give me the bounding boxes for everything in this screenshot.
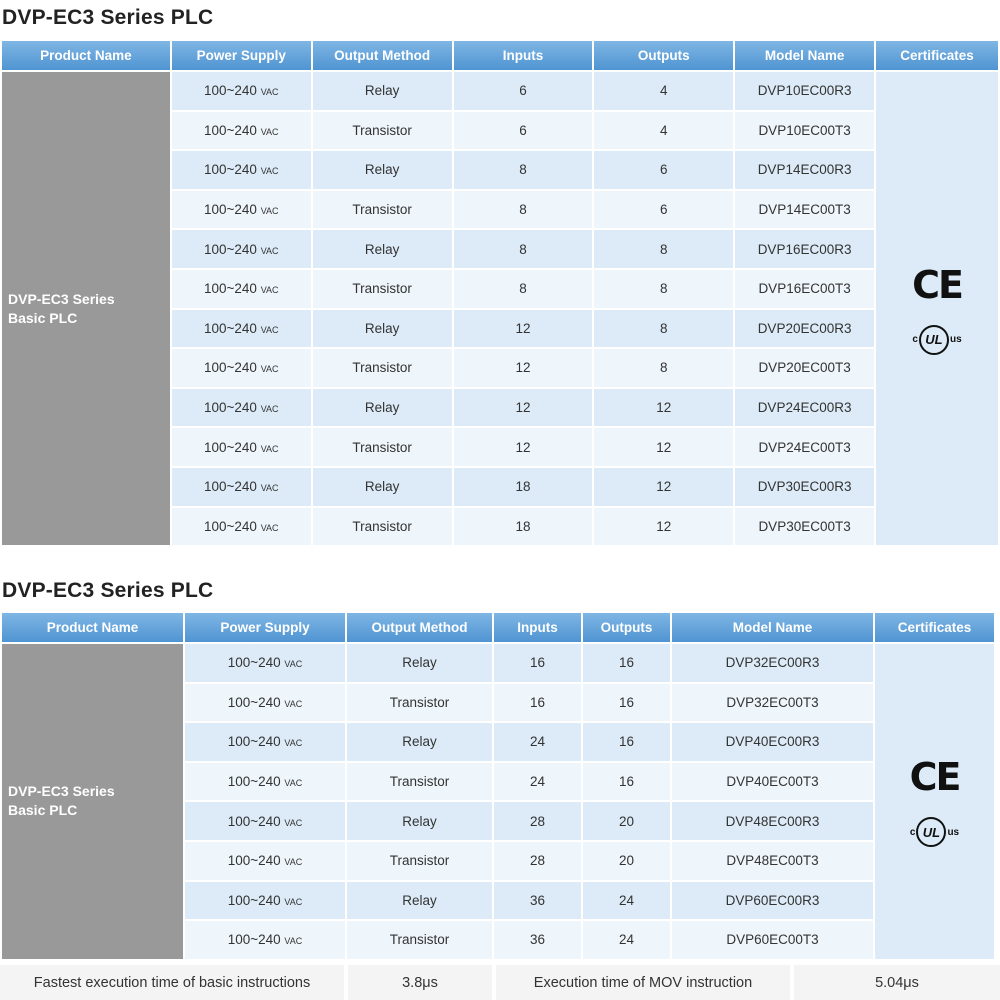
inputs-cell: 18 [454, 468, 593, 506]
power-supply-cell [185, 842, 345, 880]
inputs-cell: 24 [494, 763, 581, 801]
power-range: 100~240 [227, 853, 281, 869]
power-unit: VAC [284, 698, 303, 709]
inputs-cell: 24 [494, 723, 581, 761]
ul-right-letters: us [949, 334, 962, 346]
cul-us-mark-icon [910, 817, 959, 847]
execution-time-footer [0, 965, 1000, 1000]
power-range: 100~240 [203, 202, 257, 218]
inputs-cell: 12 [454, 428, 593, 466]
ul-left-letter: c [909, 826, 916, 838]
outputs-cell: 16 [583, 723, 670, 761]
output-method-cell: Relay [313, 230, 452, 268]
output-method-cell: Relay [313, 72, 452, 110]
outputs-cell: 6 [594, 191, 733, 229]
inputs-cell: 16 [494, 644, 581, 682]
model-name-cell: DVP48EC00R3 [672, 802, 873, 840]
power-supply-cell [185, 723, 345, 761]
footer-value-basic: 3.8μs [348, 965, 492, 1000]
power-unit: VAC [260, 285, 279, 296]
power-supply-cell [185, 802, 345, 840]
outputs-cell: 12 [594, 428, 733, 466]
table1-title: DVP-EC3 Series PLC [2, 6, 214, 29]
inputs-cell: 28 [494, 802, 581, 840]
power-supply-cell [172, 310, 311, 348]
outputs-cell: 16 [583, 763, 670, 801]
inputs-cell: 12 [454, 349, 593, 387]
power-unit: VAC [260, 87, 279, 98]
power-range: 100~240 [203, 281, 257, 297]
power-unit: VAC [260, 443, 279, 454]
power-unit: VAC [284, 817, 303, 828]
output-method-cell: Relay [313, 310, 452, 348]
power-unit: VAC [260, 166, 279, 177]
header-inputs: Inputs [494, 613, 581, 642]
certificates-cell [875, 644, 994, 959]
power-supply-cell [185, 644, 345, 682]
ul-circle: UL [916, 817, 946, 847]
outputs-cell: 6 [594, 151, 733, 189]
model-name-cell: DVP24EC00R3 [735, 389, 874, 427]
ce-mark-icon: CE [909, 755, 960, 800]
power-unit: VAC [284, 936, 303, 947]
power-supply-cell [172, 389, 311, 427]
output-method-cell: Transistor [313, 270, 452, 308]
header-outputs: Outputs [594, 41, 733, 70]
power-unit: VAC [260, 364, 279, 375]
power-unit: VAC [284, 896, 303, 907]
outputs-cell: 24 [583, 921, 670, 959]
outputs-cell: 20 [583, 842, 670, 880]
inputs-cell: 28 [494, 842, 581, 880]
product-series-label: DVP-EC3 Series [8, 290, 115, 307]
outputs-cell: 20 [583, 802, 670, 840]
output-method-cell: Relay [313, 389, 452, 427]
output-method-cell: Relay [313, 151, 452, 189]
output-method-cell: Transistor [313, 508, 452, 546]
header-certificates: Certificates [876, 41, 998, 70]
product-type-label: Basic PLC [8, 309, 78, 326]
power-unit: VAC [260, 324, 279, 335]
header-power-supply: Power Supply [172, 41, 311, 70]
model-name-cell: DVP32EC00R3 [672, 644, 873, 682]
header-model-name: Model Name [735, 41, 874, 70]
header-power-supply: Power Supply [185, 613, 345, 642]
inputs-cell: 8 [454, 191, 593, 229]
model-name-cell: DVP60EC00T3 [672, 921, 873, 959]
table-row [2, 72, 998, 110]
inputs-cell: 36 [494, 882, 581, 920]
outputs-cell: 8 [594, 270, 733, 308]
model-name-cell: DVP16EC00R3 [735, 230, 874, 268]
power-supply-cell [185, 921, 345, 959]
inputs-cell: 12 [454, 310, 593, 348]
output-method-cell: Relay [347, 802, 492, 840]
power-unit: VAC [260, 245, 279, 256]
output-method-cell: Transistor [347, 763, 492, 801]
output-method-cell: Transistor [347, 684, 492, 722]
outputs-cell: 8 [594, 230, 733, 268]
model-name-cell: DVP40EC00R3 [672, 723, 873, 761]
ul-circle: UL [919, 325, 949, 355]
product-table-1 [0, 39, 1000, 547]
outputs-cell: 12 [594, 389, 733, 427]
power-unit: VAC [284, 778, 303, 789]
inputs-cell: 36 [494, 921, 581, 959]
output-method-cell: Transistor [313, 349, 452, 387]
table-row [2, 644, 994, 682]
power-unit: VAC [260, 126, 279, 137]
outputs-cell: 24 [583, 882, 670, 920]
outputs-cell: 16 [583, 644, 670, 682]
header-model-name: Model Name [672, 613, 873, 642]
model-name-cell: DVP20EC00T3 [735, 349, 874, 387]
inputs-cell: 18 [454, 508, 593, 546]
outputs-cell: 4 [594, 72, 733, 110]
power-range: 100~240 [227, 694, 281, 710]
inputs-cell: 12 [454, 389, 593, 427]
output-method-cell: Transistor [313, 112, 452, 150]
power-range: 100~240 [227, 892, 281, 908]
outputs-cell: 8 [594, 310, 733, 348]
power-range: 100~240 [203, 162, 257, 178]
power-range: 100~240 [203, 518, 257, 534]
ul-left-letter: c [912, 334, 918, 346]
power-range: 100~240 [227, 655, 281, 671]
power-unit: VAC [284, 857, 303, 868]
power-supply-cell [172, 191, 311, 229]
power-range: 100~240 [203, 83, 257, 99]
output-method-cell: Transistor [347, 842, 492, 880]
power-range: 100~240 [203, 479, 257, 495]
model-name-cell: DVP32EC00T3 [672, 684, 873, 722]
power-supply-cell [172, 428, 311, 466]
power-supply-cell [185, 763, 345, 801]
output-method-cell: Transistor [347, 921, 492, 959]
outputs-cell: 8 [594, 349, 733, 387]
inputs-cell: 16 [494, 684, 581, 722]
power-supply-cell [172, 349, 311, 387]
model-name-cell: DVP48EC00T3 [672, 842, 873, 880]
power-unit: VAC [284, 738, 303, 749]
power-range: 100~240 [203, 320, 257, 336]
power-supply-cell [172, 151, 311, 189]
output-method-cell: Relay [347, 882, 492, 920]
header-outputs: Outputs [583, 613, 670, 642]
footer-label-basic: Fastest execution time of basic instructions [0, 965, 344, 1000]
model-name-cell: DVP10EC00T3 [735, 112, 874, 150]
outputs-cell: 12 [594, 508, 733, 546]
product-type-label: Basic PLC [8, 802, 78, 819]
header-product-name: Product Name [2, 41, 170, 70]
power-range: 100~240 [203, 241, 257, 257]
inputs-cell: 8 [454, 270, 593, 308]
inputs-cell: 8 [454, 230, 593, 268]
power-supply-cell [185, 882, 345, 920]
power-range: 100~240 [227, 813, 281, 829]
model-name-cell: DVP30EC00R3 [735, 468, 874, 506]
inputs-cell: 8 [454, 151, 593, 189]
output-method-cell: Relay [347, 644, 492, 682]
power-range: 100~240 [203, 122, 257, 138]
power-range: 100~240 [203, 360, 257, 376]
model-name-cell: DVP14EC00R3 [735, 151, 874, 189]
ul-right-letters: us [947, 826, 960, 838]
power-unit: VAC [284, 659, 303, 670]
product-table-2 [0, 611, 996, 961]
inputs-cell: 6 [454, 72, 593, 110]
model-name-cell: DVP16EC00T3 [735, 270, 874, 308]
header-inputs: Inputs [454, 41, 593, 70]
table2-title: DVP-EC3 Series PLC [2, 579, 214, 602]
power-unit: VAC [260, 206, 279, 217]
cul-us-mark-icon [912, 325, 961, 355]
output-method-cell: Transistor [313, 191, 452, 229]
power-range: 100~240 [203, 439, 257, 455]
outputs-cell: 16 [583, 684, 670, 722]
inputs-cell: 6 [454, 112, 593, 150]
output-method-cell: Relay [313, 468, 452, 506]
output-method-cell: Transistor [313, 428, 452, 466]
product-series-label: DVP-EC3 Series [8, 783, 115, 800]
header-output-method: Output Method [313, 41, 452, 70]
outputs-cell: 12 [594, 468, 733, 506]
footer-value-mov: 5.04μs [794, 965, 1000, 1000]
product-name-cell [2, 644, 183, 959]
model-name-cell: DVP60EC00R3 [672, 882, 873, 920]
certificates-cell [876, 72, 998, 545]
power-supply-cell [172, 468, 311, 506]
power-range: 100~240 [203, 400, 257, 416]
power-range: 100~240 [227, 734, 281, 750]
ce-mark-icon: CE [912, 262, 962, 307]
power-supply-cell [172, 508, 311, 546]
power-supply-cell [172, 230, 311, 268]
power-unit: VAC [260, 483, 279, 494]
model-name-cell: DVP30EC00T3 [735, 508, 874, 546]
product-name-cell [2, 72, 170, 545]
model-name-cell: DVP24EC00T3 [735, 428, 874, 466]
power-unit: VAC [260, 404, 279, 415]
model-name-cell: DVP40EC00T3 [672, 763, 873, 801]
power-range: 100~240 [227, 932, 281, 948]
model-name-cell: DVP14EC00T3 [735, 191, 874, 229]
header-certificates: Certificates [875, 613, 994, 642]
power-supply-cell [185, 684, 345, 722]
power-unit: VAC [260, 522, 279, 533]
output-method-cell: Relay [347, 723, 492, 761]
power-supply-cell [172, 72, 311, 110]
header-output-method: Output Method [347, 613, 492, 642]
power-supply-cell [172, 112, 311, 150]
model-name-cell: DVP20EC00R3 [735, 310, 874, 348]
power-range: 100~240 [227, 774, 281, 790]
footer-label-mov: Execution time of MOV instruction [496, 965, 790, 1000]
outputs-cell: 4 [594, 112, 733, 150]
model-name-cell: DVP10EC00R3 [735, 72, 874, 110]
power-supply-cell [172, 270, 311, 308]
header-product-name: Product Name [2, 613, 183, 642]
